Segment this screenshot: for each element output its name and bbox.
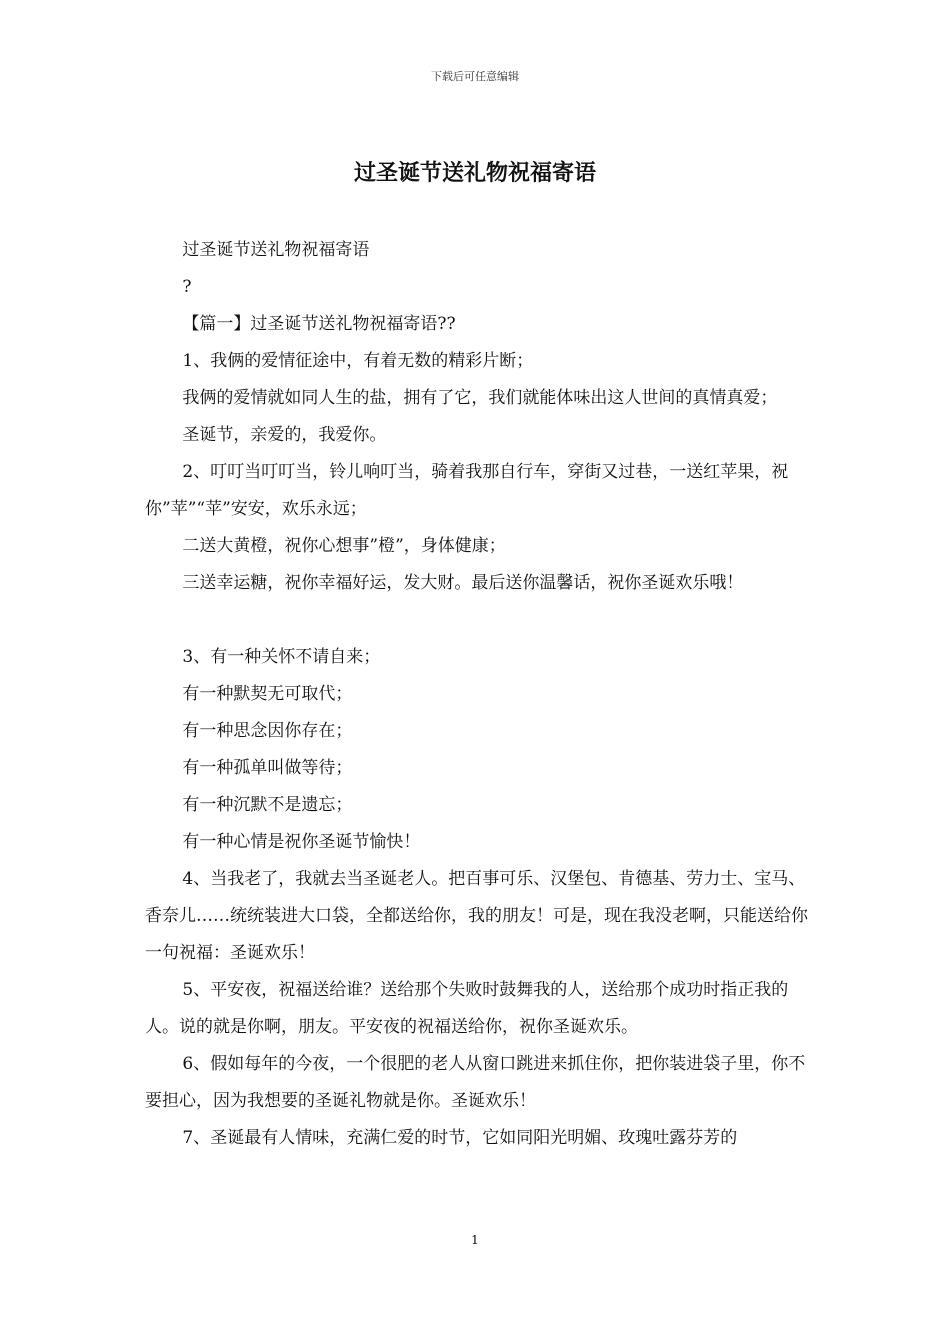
header-note: 下载后可任意编辑 xyxy=(431,70,519,83)
document-title: 过圣诞节送礼物祝福寄语 xyxy=(353,160,596,186)
paragraph: 3、有一种关怀不请自来； xyxy=(182,647,381,667)
paragraph: 三送幸运糖，祝你幸福好运，发大财。最后送你温馨话，祝你圣诞欢乐哦！ xyxy=(182,573,744,593)
paragraph: ? xyxy=(182,277,192,297)
blank-line xyxy=(145,602,820,639)
paragraph: 圣诞节，亲爱的，我爱你。 xyxy=(182,425,387,445)
paragraph: 6、假如每年的今夜，一个很肥的老人从窗口跳进来抓住你，把你装进袋子里，你不要担心，因为我想要的圣诞礼物就是你。圣诞欢乐！ xyxy=(145,1054,806,1111)
paragraph: 我俩的爱情就如同人生的盐，拥有了它，我们就能体味出这人世间的真情真爱； xyxy=(182,388,778,408)
paragraph: 7、圣诞最有人情味，充满仁爱的时节，它如同阳光明媚、玫瑰吐露芬芳的 xyxy=(182,1128,738,1148)
paragraph: 2、叮叮当叮叮当，铃儿响叮当，骑着我那自行车，穿街又过巷，一送红苹果，祝你”苹”“苹”安安，欢乐永远； xyxy=(145,462,789,519)
paragraph: 1、我俩的爱情征途中，有着无数的精彩片断； xyxy=(182,351,534,371)
paragraph: 有一种思念因你存在； xyxy=(182,721,353,741)
paragraph: 有一种心情是祝你圣诞节愉快！ xyxy=(182,832,421,852)
paragraph: 有一种默契无可取代； xyxy=(182,684,353,704)
paragraph: 5、平安夜，祝福送给谁？送给那个失败时鼓舞我的人，送给那个成功时指正我的人。说的就是你啊，朋友。平安夜的祝福送给你，祝你圣诞欢乐。 xyxy=(145,980,789,1037)
document-body xyxy=(145,232,820,1157)
paragraph: 过圣诞节送礼物祝福寄语 xyxy=(182,240,370,260)
paragraph: 有一种沉默不是遗忘； xyxy=(182,795,353,815)
paragraph: 【篇一】过圣诞节送礼物祝福寄语?? xyxy=(182,314,456,334)
paragraph: 有一种孤单叫做等待； xyxy=(182,758,353,778)
paragraph: 二送大黄橙，祝你心想事”橙”，身体健康； xyxy=(182,536,506,556)
paragraph: 4、当我老了，我就去当圣诞老人。把百事可乐、汉堡包、肯德基、劳力士、宝马、香奈儿……统统装进大口袋，全都送给你，我的朋友！可是，现在我没老啊，只能送给你一句祝福：圣诞欢乐！ xyxy=(145,869,808,963)
page-number: 1 xyxy=(471,1233,479,1247)
